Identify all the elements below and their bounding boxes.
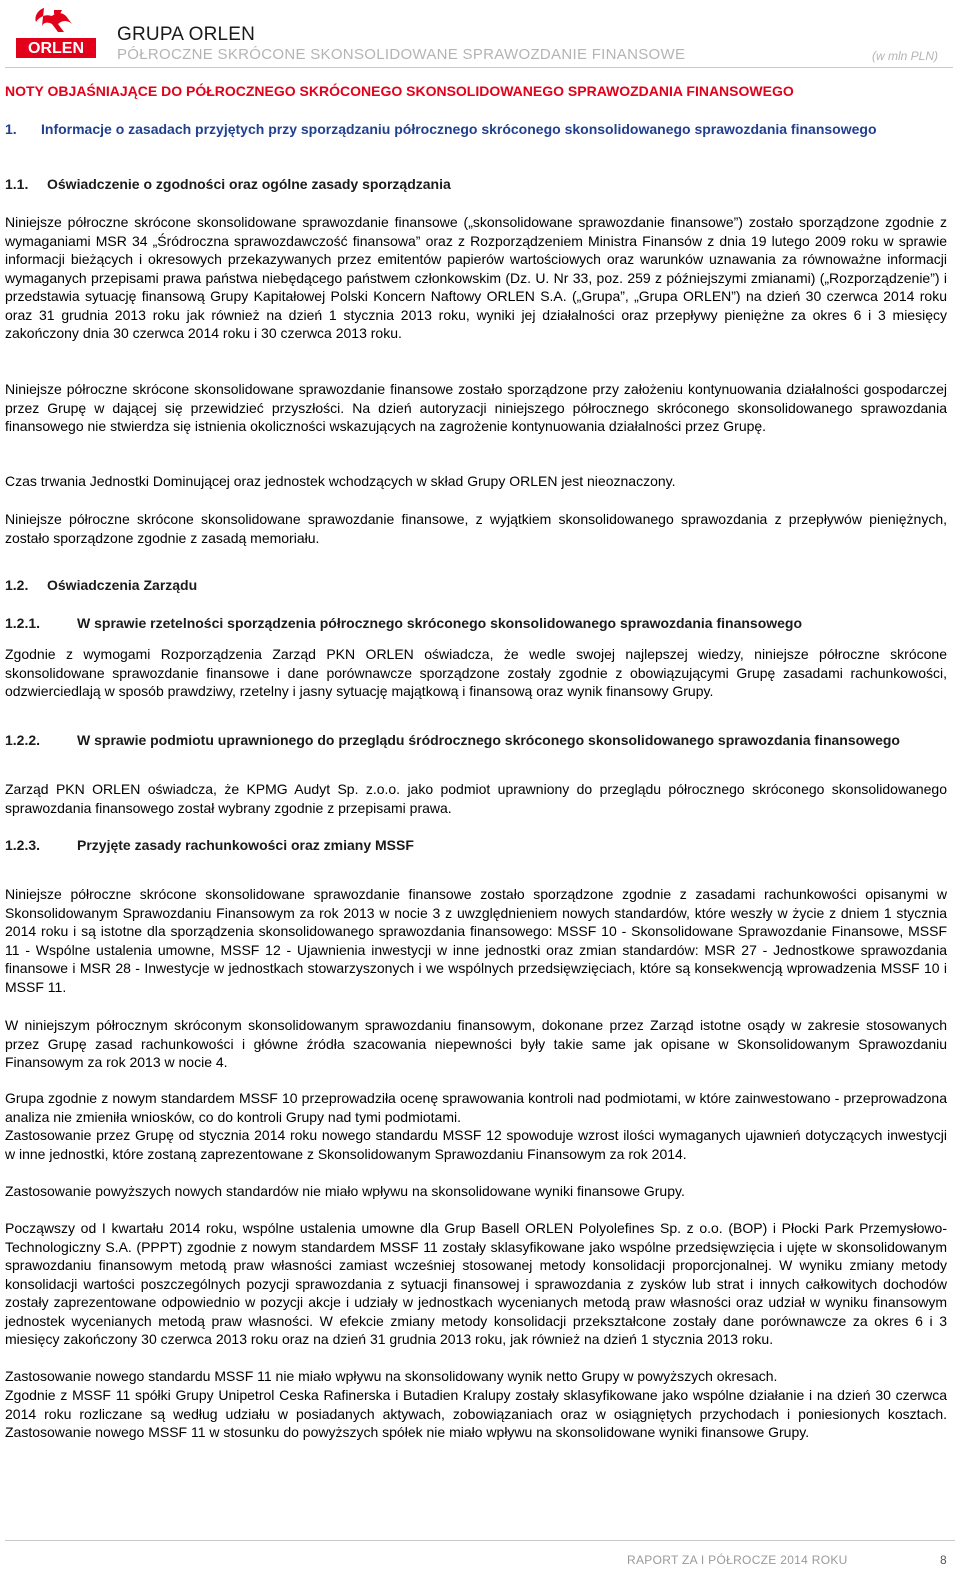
paragraph: Począwszy od I kwartału 2014 roku, wspólne ustalenia umowne dla Grup Basell ORLEN Polyolefines Sp. z o.o. (BOP) i Płocki Park Przemysłowo-Technologiczny S.A. (PPPT) zgodnie z nowym standardem MSSF 11 zostały sklasyfikowane jako wspólne przedsięwzięcia i ujęte w skonsolidowanym sprawozdaniu finansowym metodą praw własności zamiast wcześniej stosowanej metody konsolidacji proporcjonalnej. W wyniku zmiany metody konsolidacji wartości poszczególnych pozycji sprawozdania z sytuacji finansowej i sprawozdania z zysków lub strat i innych całkowitych dochodów zostały zaprezentowane odpowiednio w pozycji akcje i udziały w jednostkach wycenianych metodą praw własności oraz udział w wyniku finansowym jednostek wycenianych metodą praw własności. W efekcie zmiany metody konsolidacji przekształcone zostały dane porównawcze za okres 6 i 3 miesięcy zakończony 30 czerwca 2013 roku oraz na dzień 31 grudnia 2013 roku, jak również na dzień 1 stycznia 2013 roku. <box>5 1220 947 1347</box>
paragraph: Czas trwania Jednostki Dominującej oraz jednostek wchodzących w skład Grupy ORLEN jest nieoznaczony. <box>5 473 676 489</box>
section-1-2-2-heading <box>5 731 947 750</box>
notes-title: NOTY OBJAŚNIAJĄCE DO PÓŁROCZNEGO SKRÓCONEGO SKONSOLIDOWANEGO SPRAWOZDANIA FINANSOWEGO <box>5 83 794 99</box>
logo-text: ORLEN <box>28 40 84 57</box>
section-number: 1.2.1. <box>5 615 41 631</box>
section-title: Informacje o zasadach przyjętych przy sporządzaniu półrocznego skróconego skonsolidowanego sprawozdania finansowego <box>41 121 877 137</box>
paragraph: Grupa zgodnie z nowym standardem MSSF 10 przeprowadziła ocenę sprawowania kontroli nad podmiotami, w które zainwestowano - przeprowadzona analiza nie zmieniła wniosków, co do kontroli Grupy nad tymi podmiotami. <box>5 1090 947 1125</box>
paragraph: Zastosowanie powyższych nowych standardów nie miało wpływu na skonsolidowane wyniki finansowe Grupy. <box>5 1183 685 1199</box>
section-1-2-3-heading <box>5 836 947 855</box>
footer-report-label: RAPORT ZA I PÓŁROCZE 2014 ROKU <box>627 1553 848 1567</box>
section-title: W sprawie podmiotu uprawnionego do przeglądu śródrocznego skróconego skonsolidowanego sprawozdania finansowego <box>77 732 900 748</box>
section-title: Oświadczenia Zarządu <box>47 577 198 593</box>
paragraph: Zgodnie z MSSF 11 spółki Grupy Unipetrol Ceska Rafinerska i Butadien Kralupy zostały sklasyfikowane jako wspólne działanie i na dzień 30 czerwca 2014 roku rozliczane są według udziału w posiadanych aktywach, zobowiązaniach oraz w osiągniętych przychodach i poniesionych kosztach. Zastosowanie nowego MSSF 11 w stosunku do powyższych spółek nie miało wpływu na skonsolidowane wyniki finansowe Grupy. <box>5 1387 947 1440</box>
paragraph: W niniejszym półrocznym skróconym skonsolidowanym sprawozdaniu finansowym, dokonane przez Zarząd istotne osądy w zakresie stosowanych przez Grupę zasad rachunkowości i główne źródła szacowania niepewności były takie same jak opisane w Skonsolidowanym Sprawozdaniu Finansowym za rok 2013 w nocie 4. <box>5 1017 947 1070</box>
section-1-2-heading <box>5 577 197 593</box>
section-title: W sprawie rzetelności sporządzenia półrocznego skróconego skonsolidowanego sprawozdania finansowego <box>77 615 803 631</box>
section-number: 1.2. <box>5 577 29 593</box>
orlen-logo <box>14 4 98 60</box>
paragraph: Niniejsze półroczne skrócone skonsolidowane sprawozdanie finansowe, z wyjątkiem skonsolidowanego sprawozdania z przepływów pieniężnych, zostało sporządzone zgodnie z zasadą memoriału. <box>5 511 947 546</box>
section-title: Przyjęte zasady rachunkowości oraz zmiany MSSF <box>77 837 414 853</box>
section-number: 1.2.3. <box>5 837 41 853</box>
company-name: GRUPA ORLEN <box>117 24 256 45</box>
report-title: PÓŁROCZNE SKRÓCONE SKONSOLIDOWANE SPRAWOZDANIE FINANSOWE <box>117 46 686 63</box>
paragraph: Zgodnie z wymogami Rozporządzenia Zarząd PKN ORLEN oświadcza, że wedle swojej najlepszej wiedzy, niniejsze półroczne skrócone skonsolidowane sprawozdanie finansowe i dane porównawcze sporządzone zostały zgodnie z obowiązującymi Grupę zasadami rachunkowości, odzwierciedlają w sposób prawdziwy, rzetelny i jasny sytuację majątkową i finansową oraz wynik finansowy Grupy. <box>5 646 947 699</box>
paragraph: Zastosowanie przez Grupę od stycznia 2014 roku nowego standardu MSSF 12 spowoduje wzrost ilości wymaganych ujawnień dotyczących inwestycji w inne jednostki, które zostaną zaprezentowane z Skonsolidowanym Sprawozdaniu Finansowym za rok 2014. <box>5 1127 947 1162</box>
paragraph: Zastosowanie nowego standardu MSSF 11 nie miało wpływu na skonsolidowany wynik netto Grupy w powyższych okresach. <box>5 1368 778 1384</box>
paragraph: Niniejsze półroczne skrócone skonsolidowane sprawozdanie finansowe („skonsolidowane sprawozdanie finansowe”) zostało sporządzone zgodnie z wymaganiami MSR 34 „Śródroczna sprawozdawczość finansowa” oraz z Rozporządzeniem Ministra Finansów z dnia 19 lutego 2009 roku w sprawie informacji bieżących i okresowych przekazywanych przez emitentów papierów wartościowych oraz warunków uznawania za równoważne informacji wymaganych przepisami prawa państwa niebędącego państwem członkowskim (Dz. U. Nr 33, poz. 259 z późniejszymi zmianami) („Rozporządzenie”) i przedstawia sytuację finansową Grupy Kapitałowej Polski Koncern Naftowy ORLEN S.A. („Grupa”, „Grupa ORLEN”) na dzień 30 czerwca 2014 roku oraz 31 grudnia 2013 roku jak również na dzień 1 stycznia 2013 roku, wyniki jej działalności oraz przepływy pieniężne za okres 6 i 3 miesięcy zakończony dnia 30 czerwca 2014 roku i 30 czerwca 2013 roku. <box>5 214 947 341</box>
paragraph: Niniejsze półroczne skrócone skonsolidowane sprawozdanie finansowe zostało sporządzone zgodnie z zasadami rachunkowości opisanymi w Skonsolidowanym Sprawozdaniu Finansowym za rok 2013 w nocie 3 z uwzględnieniem nowych standardów, które weszły w życie z dniem 1 stycznia 2014 roku i są istotne dla sporządzenia skonsolidowanego sprawozdania finansowego: MSSF 10 - Skonsolidowane Sprawozdanie Finansowe, MSSF 11 - Wspólne ustalenia umowne, MSSF 12 - Ujawnienia inwestycji w inne jednostki oraz zmian standardów: MSR 27 - Jednostkowe sprawozdania finansowe i MSR 28 - Inwestycje w jednostkach stowarzyszonych i we wspólnych przedsięwzięciach, które są konsekwencją wprowadzenia MSSF 10 i MSSF 11. <box>5 886 947 995</box>
section-1-2-1-heading <box>5 614 947 633</box>
paragraph: Niniejsze półroczne skrócone skonsolidowane sprawozdanie finansowe zostało sporządzone przy założeniu kontynuowania działalności gospodarczej przez Grupę w dającej się przewidzieć przyszłości. Na dzień autoryzacji niniejszego półrocznego skróconego skonsolidowanego sprawozdania finansowego nie stwierdza się istnienia okoliczności wskazujących na zagrożenie kontynuowania działalności przez Grupę. <box>5 381 947 434</box>
section-number: 1. <box>5 121 17 137</box>
section-number: 1.1. <box>5 176 29 192</box>
paragraph: Zarząd PKN ORLEN oświadcza, że KPMG Audyt Sp. z.o.o. jako podmiot uprawniony do przeglądu półrocznego skróconego skonsolidowanego sprawozdania finansowego został wybrany zgodnie z przepisami prawa. <box>5 781 947 816</box>
page-number: 8 <box>940 1553 947 1567</box>
section-1-1-heading <box>5 176 451 192</box>
section-title: Oświadczenie o zgodności oraz ogólne zasady sporządzania <box>47 176 451 192</box>
header-divider <box>5 67 953 68</box>
footer-divider <box>5 1540 955 1541</box>
currency-unit: (w mln PLN) <box>871 49 938 63</box>
section-1-heading <box>5 120 947 139</box>
page-header <box>0 0 960 70</box>
section-number: 1.2.2. <box>5 732 41 748</box>
